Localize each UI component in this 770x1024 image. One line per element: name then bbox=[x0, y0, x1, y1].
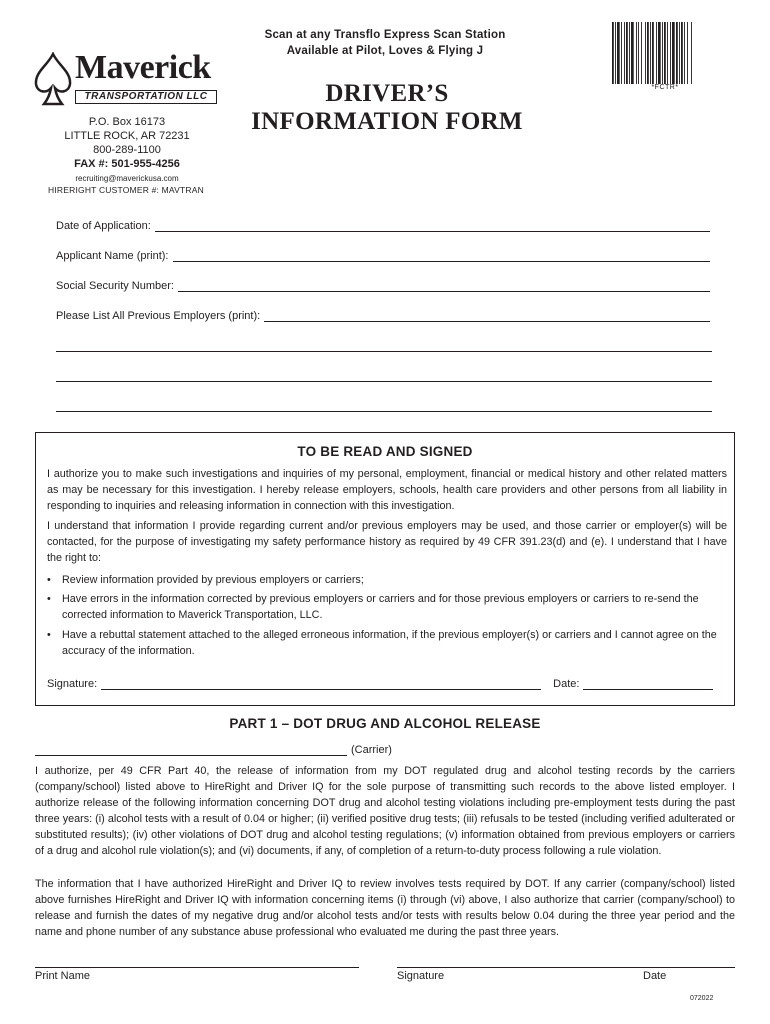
company-address bbox=[45, 115, 209, 185]
email-address: recruiting@maverickusa.com bbox=[75, 174, 179, 183]
ssn-line[interactable] bbox=[178, 280, 710, 292]
date-of-application-field[interactable] bbox=[56, 218, 710, 232]
fax-number: FAX #: 501-955-4256 bbox=[74, 158, 180, 170]
logo-subtitle: TRANSPORTATION LLC bbox=[75, 90, 217, 104]
logo-wordmark: Maverick bbox=[75, 49, 211, 86]
applicant-name-field[interactable] bbox=[56, 248, 710, 262]
authorization-paragraph-2: I understand that information I provide regarding current and/or previous employers may be used, and those carrier or employer(s) will be contacted, for the purpose of investigating my safety performance history as required by 49 CFR 391.23(d) and (e). I understand that I have the right to: bbox=[47, 520, 727, 564]
scan-line-1: Scan at any Transflo Express Scan Station bbox=[264, 29, 506, 41]
authorization-title: TO BE READ AND SIGNED bbox=[297, 444, 473, 459]
ssn-label: Social Security Number: bbox=[56, 280, 174, 292]
rights-bullet-text: Review information provided by previous employers or carriers; bbox=[62, 574, 364, 586]
part1-date-label: Date bbox=[643, 970, 667, 982]
authorization-paragraph-1: I authorize you to make such investigations and inquiries of my personal, employment, financial or medical history and other related matters as may be necessary for this investigation. I hereby release employers, schools, health care providers and other persons from all liability in responding to inquiries and releasing information in connection with this investigation. bbox=[47, 468, 727, 512]
previous-employers-line-2[interactable] bbox=[56, 350, 712, 352]
previous-employers-label: Please List All Previous Employers (print): bbox=[56, 310, 261, 322]
carrier-field[interactable] bbox=[35, 742, 392, 756]
date-of-application-line[interactable] bbox=[155, 220, 710, 232]
previous-employers-line[interactable] bbox=[264, 310, 710, 322]
form-revision-code: 072022 bbox=[690, 995, 714, 1002]
part1-signature-label: Signature bbox=[397, 970, 445, 982]
title-line-2: INFORMATION FORM bbox=[251, 108, 523, 135]
previous-employers-field[interactable] bbox=[56, 308, 710, 322]
rights-bullet-text: Have a rebuttal statement attached to the alleged erroneous information, if the previous employer(s) or carriers and I cannot agree on the accuracy of the information. bbox=[62, 629, 717, 657]
print-name-label: Print Name bbox=[35, 970, 91, 982]
bullet-symbol: • bbox=[47, 574, 51, 586]
carrier-label: (Carrier) bbox=[351, 744, 392, 756]
scan-line-2: Available at Pilot, Loves & Flying J bbox=[286, 45, 484, 57]
authorization-signature-row bbox=[47, 676, 725, 690]
carrier-line[interactable] bbox=[35, 744, 347, 756]
spade-icon bbox=[33, 52, 73, 112]
hireright-customer-number: HIRERIGHT CUSTOMER #: MAVTRAN bbox=[48, 185, 204, 195]
part1-paragraph-1: I authorize, per 49 CFR Part 40, the release of information from my DOT regulated drug and alcohol testing records by the carriers (company/school) listed above to HireRight and Driver IQ for the sole purpose of transmitting such records to the above listed employer. I authorize release of the following information concerning DOT drug and alcohol testing violations including pre-employment tests during the past three years: (i) alcohol tests with a result of 0.04 or higher; (ii) verified positive drug tests; (iii) refusals to be tested (including verified adulterated or substituted results); (iv) other violations of DOT drug and alcohol testing regulations; (v) information obtained from previous employers or carriers of a drug and alcohol rule violation(s); and (vi) documents, if any, of completion of a return-to-duty process following a rule violation. bbox=[35, 765, 735, 857]
previous-employers-line-4[interactable] bbox=[56, 410, 712, 412]
signature-label: Signature: bbox=[47, 678, 98, 690]
address-city: LITTLE ROCK, AR 72231 bbox=[64, 130, 190, 142]
scan-notice bbox=[200, 27, 570, 59]
applicant-name-line[interactable] bbox=[173, 250, 711, 262]
form-title bbox=[242, 80, 532, 136]
maverick-logo bbox=[33, 48, 219, 110]
previous-employers-line-3[interactable] bbox=[56, 380, 712, 382]
bullet-symbol: • bbox=[47, 629, 51, 641]
applicant-name-label: Applicant Name (print): bbox=[56, 250, 169, 262]
date-label: Date: bbox=[553, 678, 580, 690]
rights-bullet-3 bbox=[47, 627, 727, 659]
rights-bullet-2 bbox=[47, 591, 727, 623]
barcode-text: *FCTR* bbox=[651, 84, 679, 91]
rights-bullet-1 bbox=[47, 572, 727, 588]
date-of-application-label: Date of Application: bbox=[56, 220, 151, 232]
part1-paragraph-2: The information that I have authorized HireRight and Driver IQ to review involves tests required by DOT. If any carrier (company/school) listed above furnishes HireRight and Driver IQ with information concerning items (i) through (vi) above, I also authorize that carrier (company/school) to release and furnish the dates of my negative drug and/or alcohol tests and/or tests with results below 0.04 during the three year period and the name and phone number of any substance abuse professional who evaluated me during the past three years. bbox=[35, 878, 735, 938]
print-name-line[interactable] bbox=[35, 966, 359, 968]
part1-title: PART 1 – DOT DRUG AND ALCOHOL RELEASE bbox=[229, 716, 541, 731]
barcode-image bbox=[612, 22, 718, 84]
signature-line[interactable] bbox=[101, 678, 541, 690]
phone-number: 800-289-1100 bbox=[93, 144, 161, 156]
address-po-box: P.O. Box 16173 bbox=[88, 116, 166, 128]
title-line-1: DRIVER’S bbox=[325, 80, 449, 107]
rights-bullet-text: Have errors in the information corrected by previous employers or carriers and for those previous employers or carriers to re-send the corrected information to Maverick Transportation, LLC. bbox=[62, 593, 699, 621]
date-line[interactable] bbox=[583, 678, 713, 690]
signature-date-line[interactable] bbox=[397, 966, 735, 968]
ssn-field[interactable] bbox=[56, 278, 710, 292]
bullet-symbol: • bbox=[47, 593, 51, 605]
